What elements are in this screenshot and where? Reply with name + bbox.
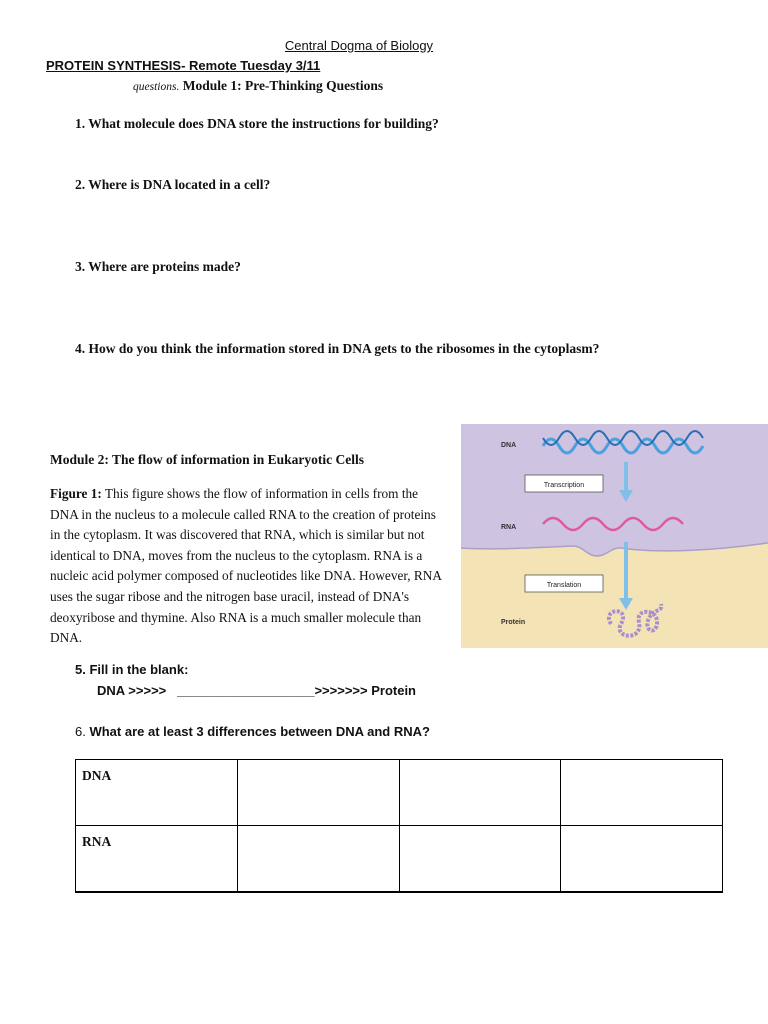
module1-title-line: [133, 78, 383, 94]
transcription-label: Transcription: [543, 482, 585, 489]
question-6-label: [75, 724, 430, 739]
question-4: 4. How do you think the information stored in DNA gets to the ribosomes in the cytoplasm?: [75, 341, 600, 356]
central-dogma-figure: [461, 424, 768, 648]
translation-label: Translation: [546, 582, 582, 589]
dna-rna-differences-table: [75, 759, 723, 893]
question-2: 2. Where is DNA located in a cell?: [75, 177, 271, 192]
arrow-shaft-2: [624, 542, 628, 600]
intro-prefix: questions.: [133, 81, 180, 93]
table-cell-rna: RNA: [76, 826, 238, 893]
module2-heading: Module 2: The flow of information in Eukaryotic Cells: [50, 452, 365, 467]
question-6-number: 6.: [75, 724, 86, 739]
table-cell[interactable]: [561, 826, 723, 893]
figure-caption: [50, 484, 445, 649]
table-cell[interactable]: [237, 760, 399, 826]
module1-title: Module 1: Pre-Thinking Questions: [182, 78, 384, 93]
table-cell[interactable]: [399, 826, 561, 893]
figure-label: Figure 1:: [50, 486, 102, 501]
table-cell[interactable]: [399, 760, 561, 826]
dna-label: DNA: [501, 442, 517, 449]
figure-text: This figure shows the flow of information in cells from the DNA in the nucleus to a molecule called RNA to the creation of proteins in the cytoplasm. It was discovered that RNA, which is similar but not identical to DNA, moves from the nucleus to the cytoplasm. RNA is a nucleic acid polymer composed of nucleotides like DNA. However, RNA uses the sugar ribose and the nitrogen base uracil, instead of DNA's deoxyribose and thymine. Also RNA is a much smaller molecule than DNA.: [50, 486, 442, 646]
table-cell[interactable]: [237, 826, 399, 893]
question-6-text: What are at least 3 differences between DNA and RNA?: [85, 724, 430, 739]
table-row: [76, 826, 723, 893]
question-1: 1. What molecule does DNA store the instructions for building?: [75, 116, 439, 131]
table-cell-dna: DNA: [76, 760, 238, 826]
question-3: 3. Where are proteins made?: [75, 259, 241, 274]
protein-label: Protein: [501, 619, 526, 626]
arrow-shaft-1: [624, 462, 628, 492]
table-cell[interactable]: [561, 760, 723, 826]
table-row: [76, 760, 723, 826]
document-subtitle: PROTEIN SYNTHESIS- Remote Tuesday 3/11: [46, 58, 321, 73]
question-5-label: 5. Fill in the blank:: [75, 662, 189, 677]
document-title: Central Dogma of Biology: [284, 38, 434, 53]
rna-label: RNA: [501, 524, 517, 531]
question-5-fill-in-line: DNA >>>>> ___________________>>>>>>> Protein: [97, 683, 416, 698]
